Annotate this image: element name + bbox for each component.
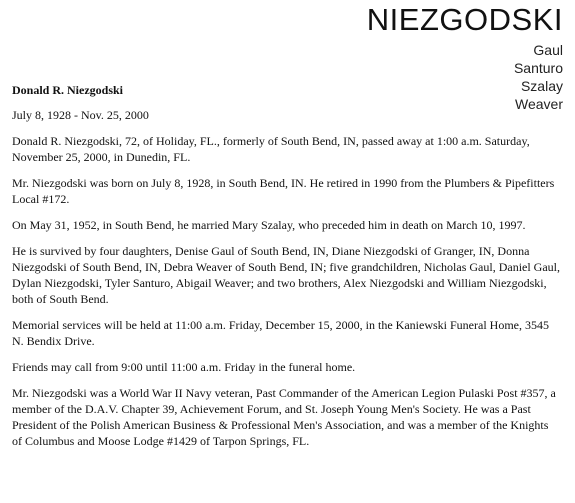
surname-heading: NIEZGODSKI [366, 2, 563, 37]
obituary-paragraph-visitation: Friends may call from 9:00 until 11:00 a.m. Friday in the funeral home. [12, 360, 356, 374]
related-surname: Gaul [533, 42, 563, 58]
obituary-paragraph-memberships: Mr. Niezgodski was a World War II Navy veteran, Past Commander of the American Legion Pulaski Post #357, a member of the D.A.V. Chapter 39, Achievement Forum, and St. Joseph Young Men's Society. He was a Past President of the Polish American Business & Professional Men's Association, and was a member of the Knights of Columbus and Moose Lodge #1429 of Tarpon Springs, FL. [12, 386, 556, 448]
related-surname: Santuro [513, 60, 563, 76]
obituary-body [12, 82, 560, 459]
obituary-paragraph-marriage: On May 31, 1952, in South Bend, he married Mary Szalay, who preceded him in death on March 10, 1997. [12, 218, 526, 232]
deceased-name: Donald R. Niezgodski [12, 83, 124, 97]
obituary-paragraph-birth: Mr. Niezgodski was born on July 8, 1928, in South Bend, IN. He retired in 1990 from the Plumbers & Pipefitters Local #172. [12, 176, 555, 206]
related-surname: Weaver [515, 96, 563, 112]
related-surname: Szalay [520, 78, 563, 94]
obituary-paragraph-services: Memorial services will be held at 11:00 a.m. Friday, December 15, 2000, in the Kaniewski Funeral Home, 3545 N. Bendix Drive. [12, 318, 549, 348]
obituary-paragraph-survivors: He is survived by four daughters, Denise Gaul of South Bend, IN, Diane Niezgodski of Granger, IN, Donna Niezgodski of South Bend, IN, Debra Weaver of South Bend, IN; five grandchildren, Nicholas Gaul, Daniel Gaul, Dylan Niezgodski, Tyler Santuro, Abigail Weaver; and two brothers, Alex Niezgodski and William Niezgodski, both of South Bend. [12, 244, 561, 306]
life-dates: July 8, 1928 - Nov. 25, 2000 [12, 108, 149, 122]
obituary-paragraph-death: Donald R. Niezgodski, 72, of Holiday, FL., formerly of South Bend, IN, passed away at 1:00 a.m. Saturday, November 25, 2000, in Dunedin, FL. [12, 134, 530, 164]
